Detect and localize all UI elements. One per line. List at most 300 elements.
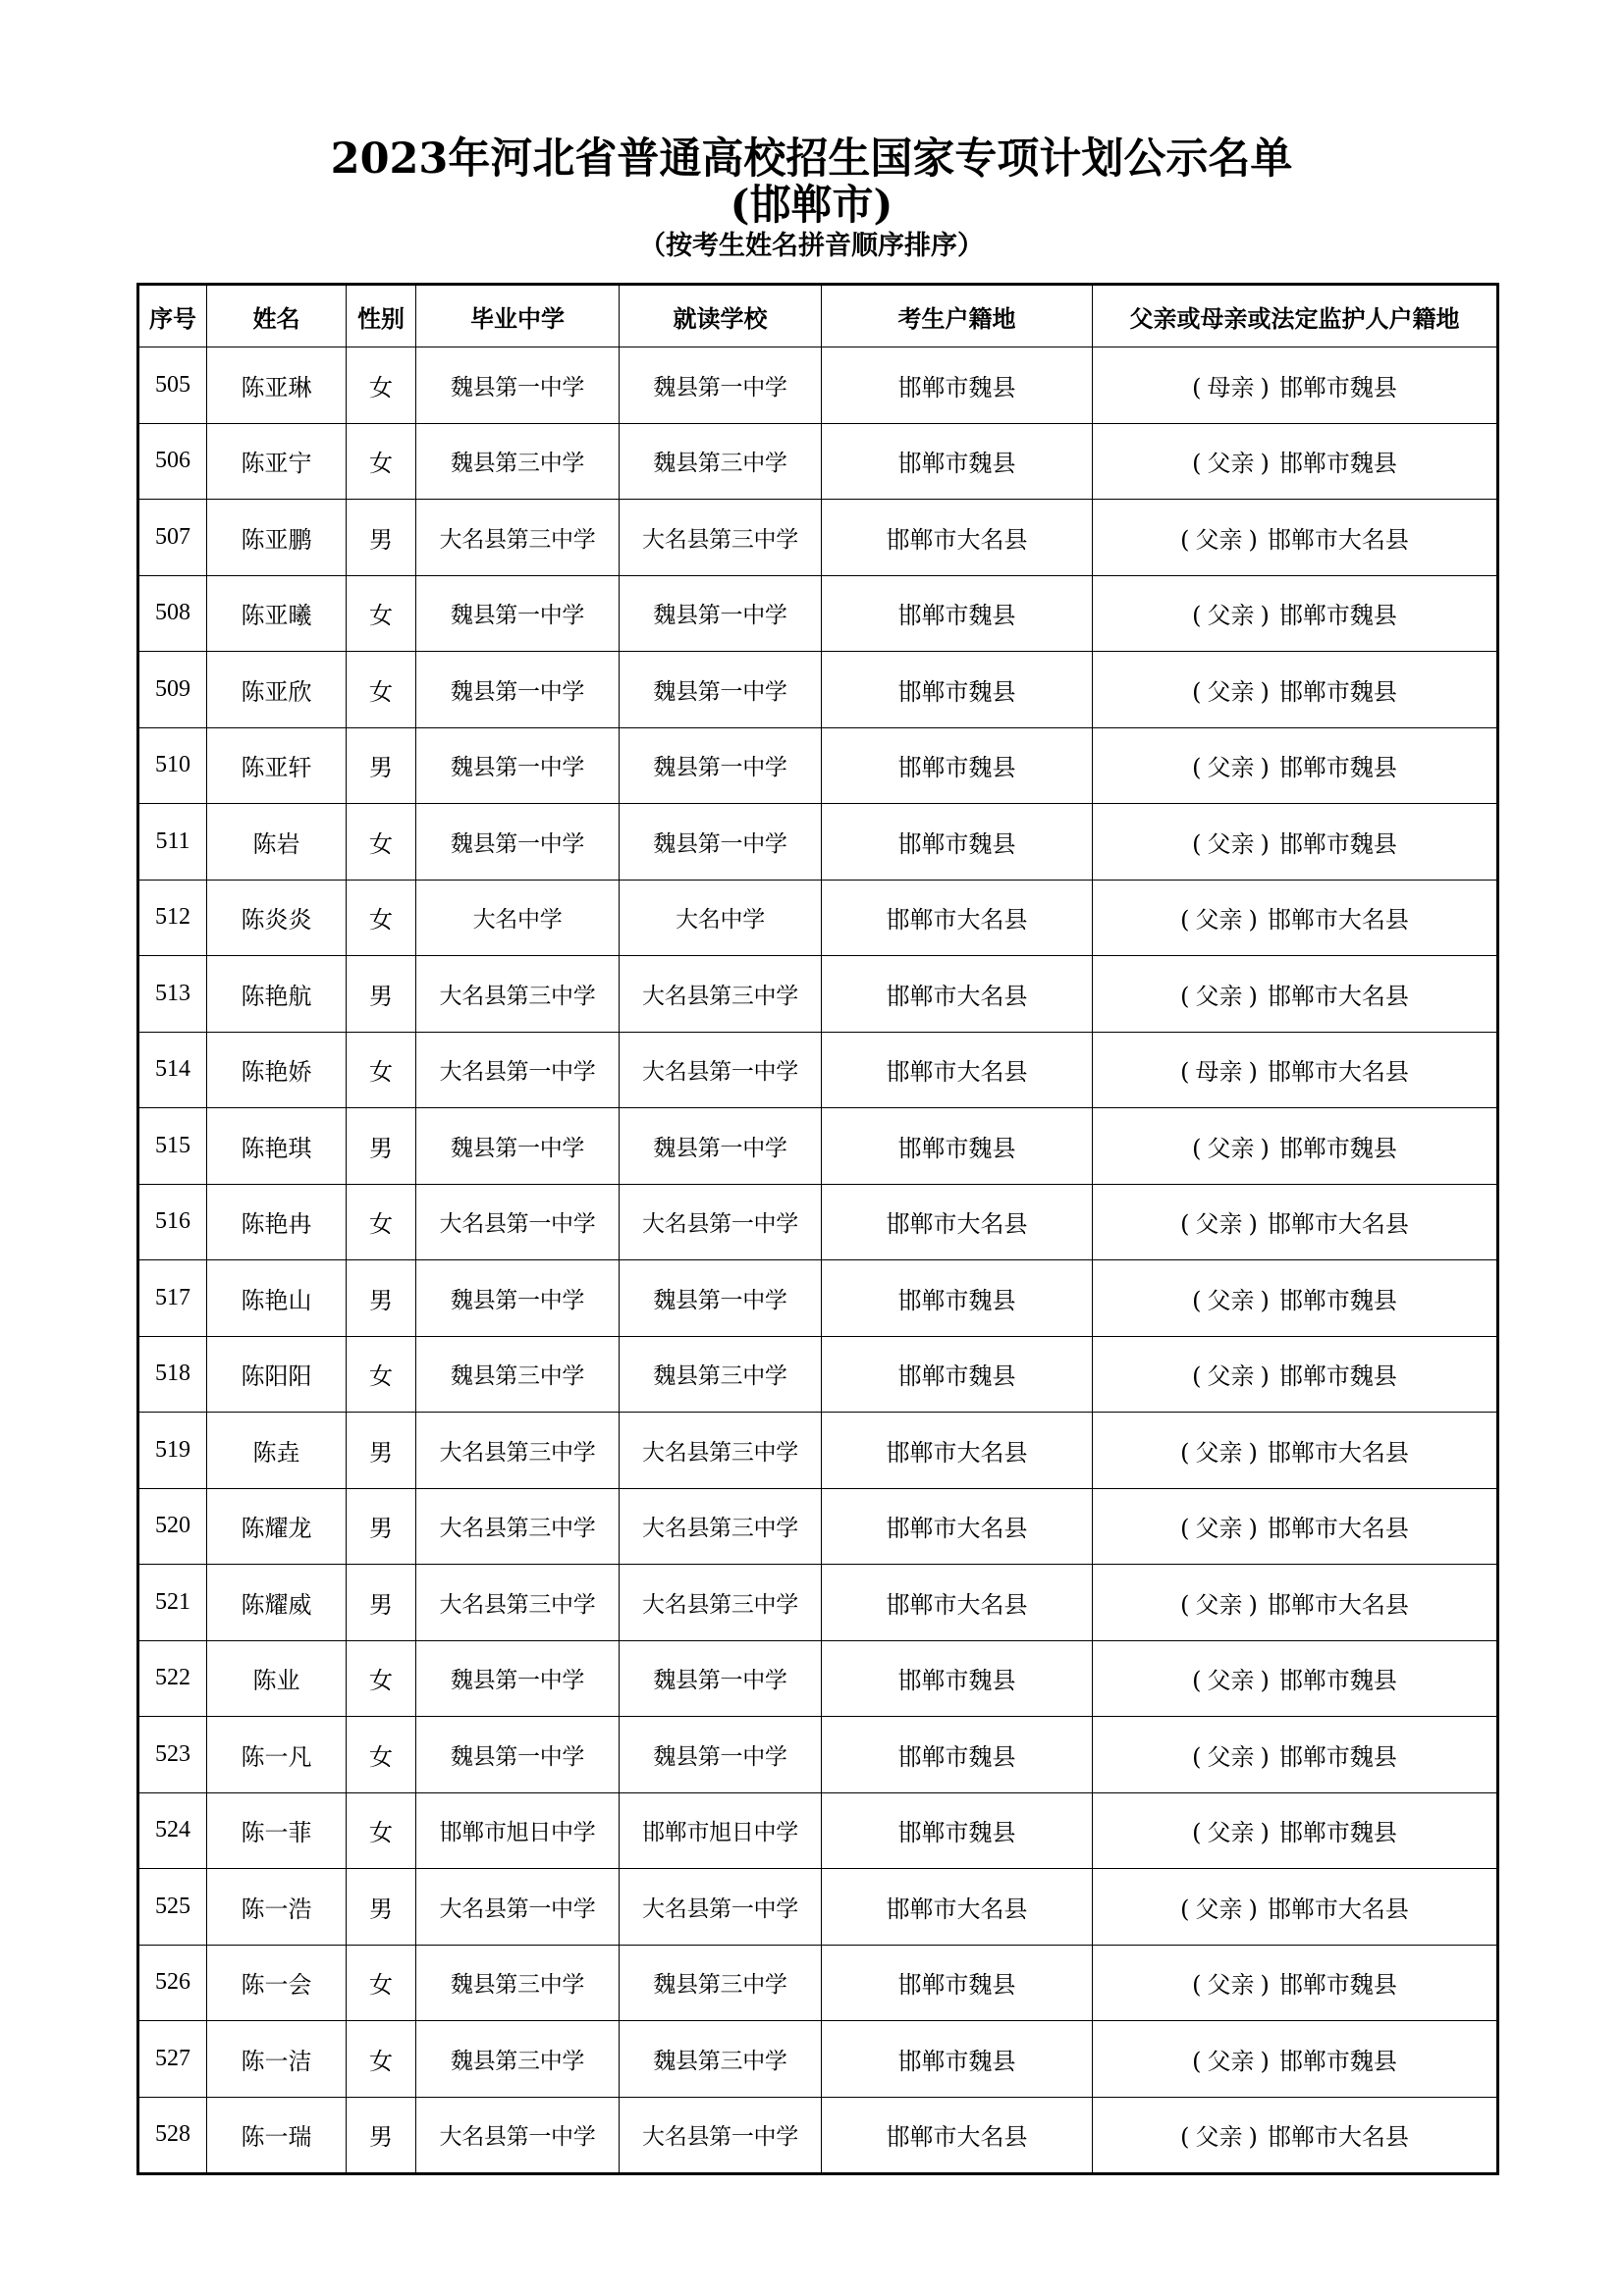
paren-close: ): [1248, 525, 1258, 554]
paren-open: (: [1180, 1438, 1190, 1467]
cell-gender: 男: [347, 500, 416, 576]
cell-seq: 526: [138, 1945, 207, 2021]
cell-current-school: 魏县第一中学: [620, 1717, 822, 1793]
cell-residence: 邯郸市魏县: [822, 2021, 1093, 2098]
cell-name: 陈艳航: [207, 956, 347, 1033]
paren-close: ): [1248, 1515, 1258, 1543]
table-row: [138, 1184, 1498, 1260]
cell-name: 陈一浩: [207, 1869, 347, 1946]
cell-residence: 邯郸市魏县: [822, 423, 1093, 500]
cell-residence: 邯郸市大名县: [822, 956, 1093, 1033]
paren-open: (: [1180, 906, 1190, 934]
cell-grad-school: 大名县第一中学: [416, 2097, 620, 2174]
cell-guardian-residence: [1093, 1184, 1498, 1260]
guardian-residence: 邯郸市魏县: [1278, 1286, 1397, 1314]
guardian-residence: 邯郸市魏县: [1278, 1819, 1397, 1847]
cell-gender: 女: [347, 1336, 416, 1413]
cell-seq: 506: [138, 423, 207, 500]
paren-open: (: [1192, 1819, 1202, 1847]
cell-grad-school: 大名县第三中学: [416, 500, 620, 576]
table-row: [138, 1640, 1498, 1717]
cell-current-school: 魏县第一中学: [620, 1108, 822, 1185]
cell-name: 陈业: [207, 1640, 347, 1717]
cell-guardian-residence: [1093, 1792, 1498, 1869]
table-row: [138, 880, 1498, 956]
cell-grad-school: 大名县第三中学: [416, 1413, 620, 1489]
cell-seq: 510: [138, 727, 207, 804]
cell-seq: 516: [138, 1184, 207, 1260]
cell-grad-school: 魏县第一中学: [416, 727, 620, 804]
cell-gender: 女: [347, 1184, 416, 1260]
cell-guardian-residence: [1093, 1869, 1498, 1946]
paren-open: (: [1192, 373, 1202, 401]
table-row: [138, 804, 1498, 881]
cell-gender: 女: [347, 1640, 416, 1717]
paren-open: (: [1192, 677, 1202, 706]
header-gender: 性别: [347, 285, 416, 347]
cell-current-school: 魏县第一中学: [620, 575, 822, 652]
paren-open: (: [1180, 1210, 1190, 1239]
cell-name: 陈亚轩: [207, 727, 347, 804]
guardian-residence: 邯郸市魏县: [1278, 1134, 1397, 1162]
cell-grad-school: 大名县第一中学: [416, 1869, 620, 1946]
cell-seq: 517: [138, 1260, 207, 1337]
table-row: [138, 1945, 1498, 2021]
cell-seq: 520: [138, 1488, 207, 1565]
guardian-residence: 邯郸市大名县: [1267, 1590, 1409, 1619]
cell-residence: 邯郸市大名县: [822, 1869, 1093, 1946]
paren-close: ): [1260, 1134, 1270, 1162]
paren-open: (: [1192, 1667, 1202, 1695]
table-row: [138, 1488, 1498, 1565]
table-row: [138, 1413, 1498, 1489]
header-name: 姓名: [207, 285, 347, 347]
guardian-residence: 邯郸市大名县: [1267, 525, 1409, 554]
guardian-residence: 邯郸市魏县: [1278, 1667, 1397, 1695]
guardian-residence: 邯郸市大名县: [1267, 1210, 1409, 1239]
table-row: [138, 500, 1498, 576]
cell-gender: 男: [347, 1108, 416, 1185]
cell-name: 陈亚琳: [207, 347, 347, 424]
page-subtitle-city: (邯郸市): [730, 181, 893, 229]
cell-residence: 邯郸市大名县: [822, 1413, 1093, 1489]
cell-grad-school: 魏县第一中学: [416, 575, 620, 652]
cell-current-school: 魏县第三中学: [620, 1336, 822, 1413]
cell-residence: 邯郸市大名县: [822, 1565, 1093, 1641]
cell-gender: 男: [347, 956, 416, 1033]
cell-current-school: 大名中学: [620, 880, 822, 956]
cell-seq: 512: [138, 880, 207, 956]
cell-guardian-residence: [1093, 1945, 1498, 2021]
cell-grad-school: 大名中学: [416, 880, 620, 956]
guardian-relation: 父亲: [1207, 677, 1255, 706]
roster-table: [136, 283, 1499, 2175]
cell-name: 陈耀龙: [207, 1488, 347, 1565]
paren-close: ): [1260, 1667, 1270, 1695]
table-row: [138, 1792, 1498, 1869]
paren-close: ): [1248, 1210, 1258, 1239]
guardian-relation: 父亲: [1207, 1742, 1255, 1771]
cell-seq: 527: [138, 2021, 207, 2098]
cell-name: 陈亚鹏: [207, 500, 347, 576]
cell-gender: 男: [347, 727, 416, 804]
guardian-residence: 邯郸市魏县: [1278, 1971, 1397, 2000]
paren-close: ): [1248, 1058, 1258, 1087]
cell-grad-school: 魏县第三中学: [416, 1945, 620, 2021]
paren-close: ): [1260, 602, 1270, 630]
guardian-relation: 母亲: [1207, 373, 1255, 401]
table-row: [138, 1869, 1498, 1946]
header-grad-school: 毕业中学: [416, 285, 620, 347]
cell-gender: 女: [347, 1032, 416, 1108]
header-seq: 序号: [138, 285, 207, 347]
cell-gender: 女: [347, 1717, 416, 1793]
cell-name: 陈艳娇: [207, 1032, 347, 1108]
paren-close: ): [1248, 982, 1258, 1010]
guardian-relation: 父亲: [1195, 1895, 1243, 1923]
cell-guardian-residence: [1093, 2097, 1498, 2174]
table-row: [138, 575, 1498, 652]
cell-gender: 女: [347, 1945, 416, 2021]
guardian-residence: 邯郸市大名县: [1267, 1438, 1409, 1467]
guardian-relation: 父亲: [1195, 1590, 1243, 1619]
cell-guardian-residence: [1093, 1336, 1498, 1413]
cell-guardian-residence: [1093, 1717, 1498, 1793]
cell-current-school: 魏县第三中学: [620, 423, 822, 500]
cell-residence: 邯郸市魏县: [822, 1336, 1093, 1413]
cell-guardian-residence: [1093, 956, 1498, 1033]
paren-open: (: [1192, 1971, 1202, 2000]
cell-grad-school: 魏县第一中学: [416, 1260, 620, 1337]
cell-guardian-residence: [1093, 1032, 1498, 1108]
cell-current-school: 大名县第三中学: [620, 1565, 822, 1641]
cell-grad-school: 大名县第三中学: [416, 1565, 620, 1641]
guardian-relation: 父亲: [1195, 906, 1243, 934]
cell-current-school: 魏县第三中学: [620, 1945, 822, 2021]
paren-open: (: [1192, 602, 1202, 630]
page-title: 2023年河北省普通高校招生国家专项计划公示名单: [330, 134, 1293, 184]
cell-gender: 男: [347, 2097, 416, 2174]
cell-guardian-residence: [1093, 423, 1498, 500]
table-row: [138, 1108, 1498, 1185]
cell-guardian-residence: [1093, 347, 1498, 424]
cell-name: 陈垚: [207, 1413, 347, 1489]
cell-guardian-residence: [1093, 575, 1498, 652]
cell-seq: 519: [138, 1413, 207, 1489]
paren-close: ): [1260, 1819, 1270, 1847]
paren-open: (: [1192, 754, 1202, 782]
cell-name: 陈一会: [207, 1945, 347, 2021]
guardian-residence: 邯郸市魏县: [1278, 373, 1397, 401]
paren-open: (: [1180, 982, 1190, 1010]
paren-open: (: [1192, 1362, 1202, 1391]
cell-residence: 邯郸市魏县: [822, 727, 1093, 804]
table-row: [138, 423, 1498, 500]
cell-residence: 邯郸市大名县: [822, 880, 1093, 956]
guardian-relation: 父亲: [1195, 1515, 1243, 1543]
paren-close: ): [1260, 754, 1270, 782]
table-row: [138, 1336, 1498, 1413]
cell-residence: 邯郸市大名县: [822, 1032, 1093, 1108]
paren-close: ): [1260, 829, 1270, 858]
guardian-residence: 邯郸市魏县: [1278, 1362, 1397, 1391]
guardian-relation: 父亲: [1195, 2123, 1243, 2152]
cell-seq: 525: [138, 1869, 207, 1946]
paren-open: (: [1180, 2123, 1190, 2152]
cell-gender: 男: [347, 1260, 416, 1337]
cell-name: 陈艳冉: [207, 1184, 347, 1260]
cell-residence: 邯郸市大名县: [822, 1488, 1093, 1565]
cell-current-school: 魏县第一中学: [620, 347, 822, 424]
cell-guardian-residence: [1093, 880, 1498, 956]
header-residence: 考生户籍地: [822, 285, 1093, 347]
paren-close: ): [1260, 1971, 1270, 2000]
cell-residence: 邯郸市魏县: [822, 1108, 1093, 1185]
cell-guardian-residence: [1093, 1488, 1498, 1565]
cell-current-school: 魏县第一中学: [620, 804, 822, 881]
guardian-relation: 父亲: [1207, 450, 1255, 478]
guardian-residence: 邯郸市魏县: [1278, 1742, 1397, 1771]
cell-seq: 524: [138, 1792, 207, 1869]
cell-current-school: 大名县第一中学: [620, 1032, 822, 1108]
table-row: [138, 727, 1498, 804]
cell-current-school: 魏县第一中学: [620, 727, 822, 804]
table-header-row: [138, 285, 1498, 347]
cell-gender: 女: [347, 575, 416, 652]
table-row: [138, 2097, 1498, 2174]
cell-residence: 邯郸市魏县: [822, 347, 1093, 424]
cell-seq: 518: [138, 1336, 207, 1413]
paren-open: (: [1192, 2047, 1202, 2075]
cell-name: 陈艳山: [207, 1260, 347, 1337]
guardian-relation: 父亲: [1207, 1134, 1255, 1162]
cell-gender: 男: [347, 1869, 416, 1946]
cell-current-school: 邯郸市旭日中学: [620, 1792, 822, 1869]
cell-grad-school: 大名县第一中学: [416, 1184, 620, 1260]
paren-open: (: [1180, 525, 1190, 554]
guardian-residence: 邯郸市大名县: [1267, 2123, 1409, 2152]
guardian-relation: 父亲: [1195, 982, 1243, 1010]
cell-guardian-residence: [1093, 500, 1498, 576]
cell-gender: 女: [347, 423, 416, 500]
guardian-relation: 父亲: [1207, 1971, 1255, 2000]
cell-seq: 521: [138, 1565, 207, 1641]
guardian-residence: 邯郸市魏县: [1278, 602, 1397, 630]
cell-seq: 505: [138, 347, 207, 424]
guardian-relation: 母亲: [1195, 1058, 1243, 1087]
cell-name: 陈炎炎: [207, 880, 347, 956]
cell-current-school: 魏县第三中学: [620, 2021, 822, 2098]
cell-guardian-residence: [1093, 1108, 1498, 1185]
cell-grad-school: 魏县第三中学: [416, 423, 620, 500]
cell-guardian-residence: [1093, 1640, 1498, 1717]
cell-current-school: 大名县第一中学: [620, 1869, 822, 1946]
sort-order-note: （按考生姓名拼音顺序排序）: [639, 231, 984, 261]
cell-grad-school: 魏县第一中学: [416, 1108, 620, 1185]
paren-close: ): [1248, 1895, 1258, 1923]
paren-open: (: [1192, 1742, 1202, 1771]
paren-open: (: [1180, 1895, 1190, 1923]
paren-close: ): [1260, 1362, 1270, 1391]
cell-name: 陈亚曦: [207, 575, 347, 652]
paren-close: ): [1260, 1286, 1270, 1314]
cell-residence: 邯郸市魏县: [822, 575, 1093, 652]
table-row: [138, 347, 1498, 424]
cell-grad-school: 魏县第一中学: [416, 1640, 620, 1717]
cell-name: 陈阳阳: [207, 1336, 347, 1413]
cell-residence: 邯郸市魏县: [822, 1260, 1093, 1337]
cell-name: 陈一菲: [207, 1792, 347, 1869]
paren-close: ): [1248, 906, 1258, 934]
cell-grad-school: 魏县第一中学: [416, 1717, 620, 1793]
guardian-relation: 父亲: [1207, 2047, 1255, 2075]
paren-close: ): [1260, 373, 1270, 401]
cell-guardian-residence: [1093, 1565, 1498, 1641]
cell-grad-school: 魏县第一中学: [416, 347, 620, 424]
guardian-residence: 邯郸市魏县: [1278, 829, 1397, 858]
table-row: [138, 1565, 1498, 1641]
cell-grad-school: 魏县第三中学: [416, 2021, 620, 2098]
cell-guardian-residence: [1093, 652, 1498, 728]
guardian-residence: 邯郸市大名县: [1267, 906, 1409, 934]
cell-gender: 男: [347, 1488, 416, 1565]
cell-grad-school: 大名县第三中学: [416, 1488, 620, 1565]
table-row: [138, 1717, 1498, 1793]
cell-residence: 邯郸市魏县: [822, 1717, 1093, 1793]
guardian-residence: 邯郸市魏县: [1278, 677, 1397, 706]
cell-gender: 女: [347, 2021, 416, 2098]
cell-seq: 514: [138, 1032, 207, 1108]
guardian-residence: 邯郸市大名县: [1267, 1895, 1409, 1923]
cell-seq: 523: [138, 1717, 207, 1793]
cell-gender: 女: [347, 652, 416, 728]
guardian-relation: 父亲: [1207, 1819, 1255, 1847]
cell-gender: 女: [347, 804, 416, 881]
cell-grad-school: 魏县第一中学: [416, 652, 620, 728]
table-row: [138, 2021, 1498, 2098]
cell-residence: 邯郸市大名县: [822, 500, 1093, 576]
cell-seq: 507: [138, 500, 207, 576]
paren-close: ): [1260, 677, 1270, 706]
paren-close: ): [1260, 450, 1270, 478]
guardian-relation: 父亲: [1207, 829, 1255, 858]
cell-residence: 邯郸市魏县: [822, 1792, 1093, 1869]
cell-residence: 邯郸市大名县: [822, 2097, 1093, 2174]
cell-name: 陈耀威: [207, 1565, 347, 1641]
guardian-residence: 邯郸市大名县: [1267, 1515, 1409, 1543]
cell-current-school: 大名县第三中学: [620, 500, 822, 576]
paren-close: ): [1248, 2123, 1258, 2152]
cell-grad-school: 魏县第一中学: [416, 804, 620, 881]
table-row: [138, 1260, 1498, 1337]
cell-seq: 511: [138, 804, 207, 881]
cell-residence: 邯郸市魏县: [822, 1945, 1093, 2021]
cell-seq: 508: [138, 575, 207, 652]
cell-gender: 女: [347, 1792, 416, 1869]
guardian-relation: 父亲: [1195, 1438, 1243, 1467]
cell-name: 陈一洁: [207, 2021, 347, 2098]
cell-current-school: 魏县第一中学: [620, 1260, 822, 1337]
cell-residence: 邯郸市大名县: [822, 1184, 1093, 1260]
cell-name: 陈一凡: [207, 1717, 347, 1793]
cell-grad-school: 邯郸市旭日中学: [416, 1792, 620, 1869]
cell-current-school: 大名县第三中学: [620, 956, 822, 1033]
cell-seq: 515: [138, 1108, 207, 1185]
cell-residence: 邯郸市魏县: [822, 1640, 1093, 1717]
cell-seq: 528: [138, 2097, 207, 2174]
guardian-relation: 父亲: [1207, 602, 1255, 630]
cell-seq: 509: [138, 652, 207, 728]
cell-current-school: 魏县第一中学: [620, 1640, 822, 1717]
cell-seq: 522: [138, 1640, 207, 1717]
header-current-school: 就读学校: [620, 285, 822, 347]
paren-close: ): [1260, 1742, 1270, 1771]
cell-grad-school: 大名县第一中学: [416, 1032, 620, 1108]
paren-open: (: [1192, 1134, 1202, 1162]
cell-current-school: 大名县第一中学: [620, 1184, 822, 1260]
guardian-residence: 邯郸市魏县: [1278, 754, 1397, 782]
cell-name: 陈亚宁: [207, 423, 347, 500]
cell-residence: 邯郸市魏县: [822, 804, 1093, 881]
cell-guardian-residence: [1093, 727, 1498, 804]
paren-open: (: [1180, 1515, 1190, 1543]
table-row: [138, 652, 1498, 728]
cell-name: 陈亚欣: [207, 652, 347, 728]
cell-current-school: 大名县第一中学: [620, 2097, 822, 2174]
paren-open: (: [1192, 450, 1202, 478]
guardian-residence: 邯郸市大名县: [1267, 982, 1409, 1010]
guardian-relation: 父亲: [1195, 1210, 1243, 1239]
cell-guardian-residence: [1093, 804, 1498, 881]
table-row: [138, 956, 1498, 1033]
cell-guardian-residence: [1093, 1413, 1498, 1489]
cell-current-school: 大名县第三中学: [620, 1413, 822, 1489]
cell-residence: 邯郸市魏县: [822, 652, 1093, 728]
paren-open: (: [1180, 1590, 1190, 1619]
guardian-relation: 父亲: [1207, 1362, 1255, 1391]
cell-guardian-residence: [1093, 1260, 1498, 1337]
paren-open: (: [1180, 1058, 1190, 1087]
guardian-relation: 父亲: [1207, 1286, 1255, 1314]
cell-guardian-residence: [1093, 2021, 1498, 2098]
guardian-residence: 邯郸市魏县: [1278, 450, 1397, 478]
guardian-relation: 父亲: [1195, 525, 1243, 554]
cell-seq: 513: [138, 956, 207, 1033]
table-body: [138, 347, 1498, 2174]
cell-gender: 女: [347, 880, 416, 956]
paren-close: ): [1248, 1590, 1258, 1619]
cell-gender: 女: [347, 347, 416, 424]
cell-current-school: 大名县第三中学: [620, 1488, 822, 1565]
guardian-residence: 邯郸市魏县: [1278, 2047, 1397, 2075]
paren-open: (: [1192, 1286, 1202, 1314]
paren-close: ): [1248, 1438, 1258, 1467]
guardian-residence: 邯郸市大名县: [1267, 1058, 1409, 1087]
cell-grad-school: 魏县第三中学: [416, 1336, 620, 1413]
cell-name: 陈一瑞: [207, 2097, 347, 2174]
cell-name: 陈艳琪: [207, 1108, 347, 1185]
cell-grad-school: 大名县第三中学: [416, 956, 620, 1033]
table-row: [138, 1032, 1498, 1108]
cell-current-school: 魏县第一中学: [620, 652, 822, 728]
header-guardian-residence: 父亲或母亲或法定监护人户籍地: [1093, 285, 1498, 347]
paren-close: ): [1260, 2047, 1270, 2075]
cell-gender: 男: [347, 1565, 416, 1641]
cell-gender: 男: [347, 1413, 416, 1489]
paren-open: (: [1192, 829, 1202, 858]
guardian-relation: 父亲: [1207, 1667, 1255, 1695]
cell-name: 陈岩: [207, 804, 347, 881]
